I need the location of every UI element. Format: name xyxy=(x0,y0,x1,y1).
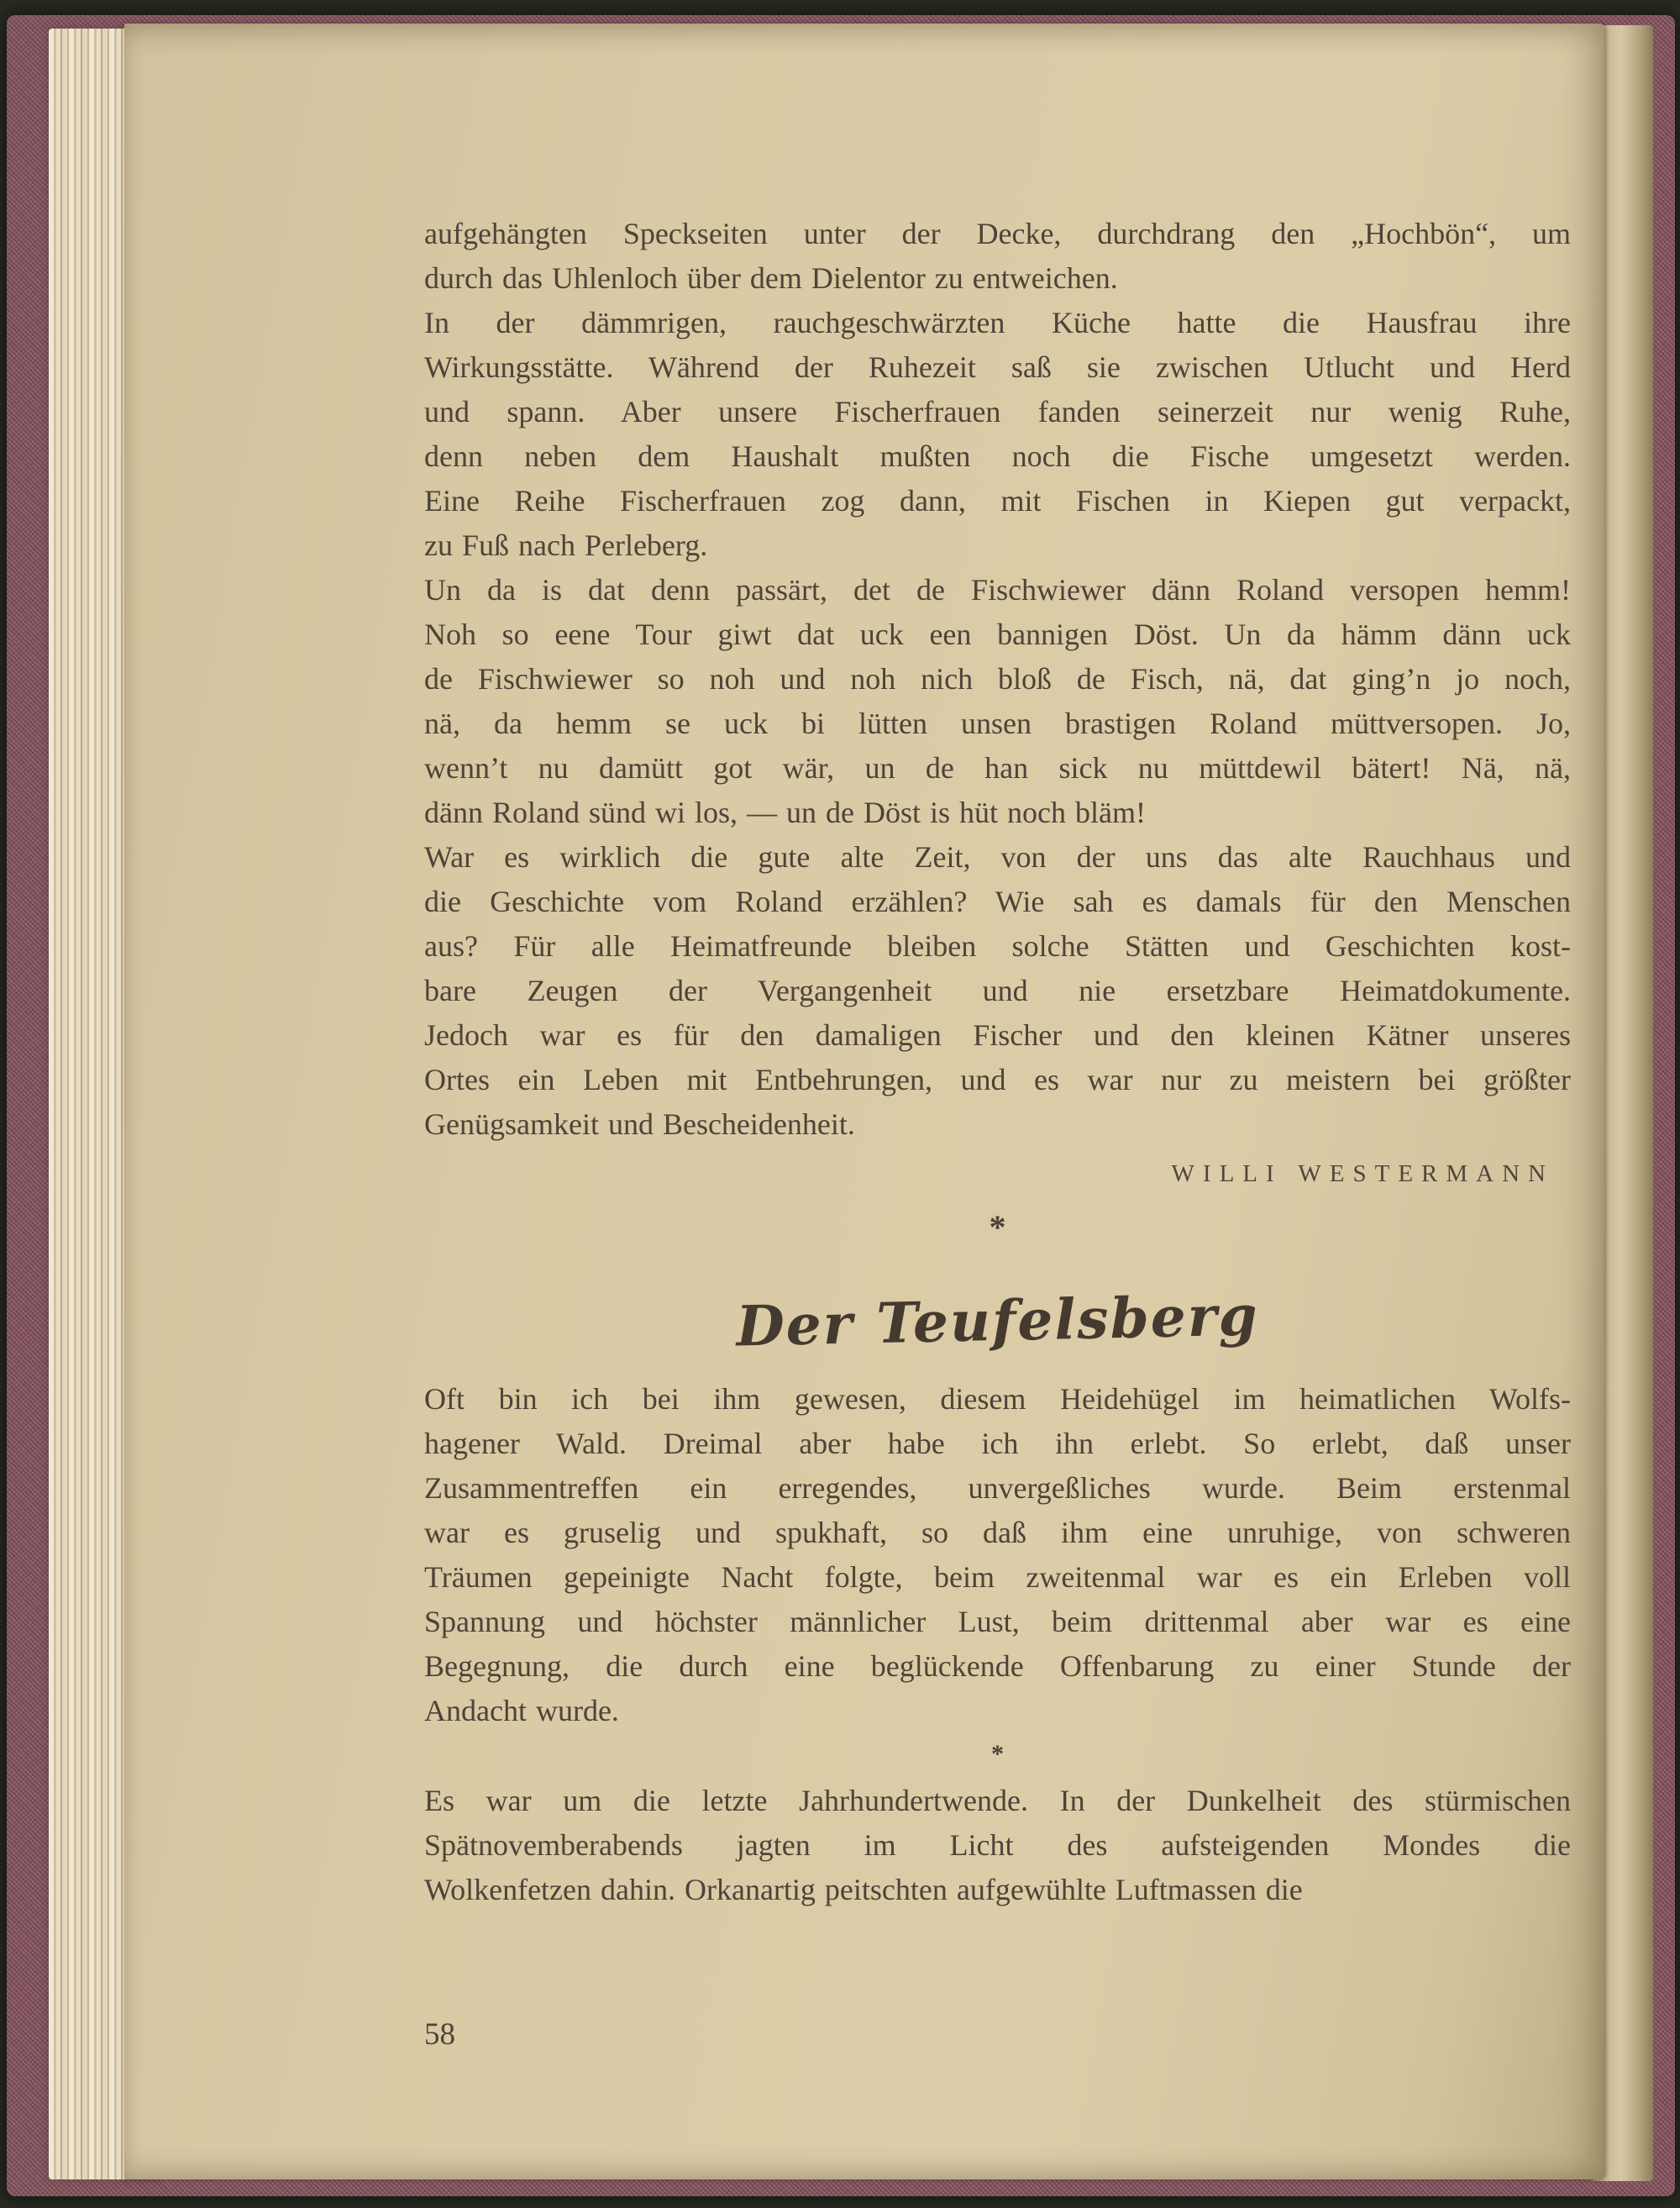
author-signature: WILLI WESTERMANN xyxy=(1171,1160,1554,1187)
text-line: Un da is dat denn passärt, det de Fischwiewer dänn Roland versopen hemm! xyxy=(424,573,1571,607)
text-line: durch das Uhlenloch über dem Dielentor zu entweichen. xyxy=(424,261,1118,295)
text-line: Es war um die letzte Jahrhundertwende. In der Dunkelheit des stürmischen xyxy=(424,1784,1571,1817)
text-line: dänn Roland sünd wi los, — un de Döst is hüt noch bläm! xyxy=(424,796,1146,829)
text-line: Zusammentreffen ein erregendes, unvergeßliches wurde. Beim erstenmal xyxy=(424,1471,1571,1505)
text-line: war es gruselig und spukhaft, so daß ihm eine unruhige, von schweren xyxy=(424,1516,1571,1549)
text-line: Oft bin ich bei ihm gewesen, diesem Heidehügel im heimatlichen Wolfs- xyxy=(424,1382,1571,1416)
text-line: wenn’t nu damütt got wär, un de han sick nu müttdewil bätert! Nä, nä, xyxy=(424,751,1571,785)
chapter-title: Der Teufelsberg xyxy=(735,1282,1260,1359)
text-line: Noh so eene Tour giwt dat uck een bannigen Döst. Un da hämm dänn uck xyxy=(424,618,1571,651)
text-line: die Geschichte vom Roland erzählen? Wie sah es damals für den Menschen xyxy=(424,885,1571,918)
page-number: 58 xyxy=(424,2017,455,2052)
paragraph-gute-alte-zeit xyxy=(424,835,1571,1147)
text-line: In der dämmrigen, rauchgeschwärzten Küche hatte die Hausfrau ihre xyxy=(424,306,1571,339)
paragraph-dialect xyxy=(424,568,1571,835)
text-line: aufgehängten Speckseiten unter der Decke, durchdrang den „Hochbön“, um xyxy=(424,217,1571,250)
paragraph-jahrhundertwende xyxy=(424,1779,1571,1912)
asterisk-separator: * xyxy=(989,1208,1006,1246)
text-line: de Fischwiewer so noh und noh nich bloß de Fisch, nä, dat ging’n jo noch, xyxy=(424,662,1571,696)
text-line: aus? Für alle Heimatfreunde bleiben solche Stätten und Geschichten kost- xyxy=(424,929,1571,963)
text-line: Genügsamkeit und Bescheidenheit. xyxy=(424,1107,855,1141)
text-line: zu Fuß nach Perleberg. xyxy=(424,528,708,562)
text-line: Eine Reihe Fischerfrauen zog dann, mit Fischen in Kiepen gut verpackt, xyxy=(424,484,1571,518)
paragraph-kueche xyxy=(424,301,1571,568)
text-line: denn neben dem Haushalt mußten noch die Fische umgesetzt werden. xyxy=(424,439,1571,473)
text-line: Ortes ein Leben mit Entbehrungen, und es war nur zu meistern bei größter xyxy=(424,1063,1571,1096)
paragraph-rauchhaus-end xyxy=(424,212,1571,301)
text-line: und spann. Aber unsere Fischerfrauen fanden seinerzeit nur wenig Ruhe, xyxy=(424,395,1571,428)
page-text-column xyxy=(424,212,1571,1912)
text-line: bare Zeugen der Vergangenheit und nie ersetzbare Heimatdokumente. xyxy=(424,974,1571,1007)
text-line: Andacht wurde. xyxy=(424,1694,619,1727)
text-line: Spannung und höchster männlicher Lust, beim drittenmal aber war es eine xyxy=(424,1605,1571,1638)
asterisk-separator-small: * xyxy=(991,1740,1004,1768)
paragraph-teufelsberg-intro xyxy=(424,1377,1571,1733)
book-page xyxy=(124,24,1604,2179)
text-line: nä, da hemm se uck bi lütten unsen brastigen Roland müttversopen. Jo, xyxy=(424,707,1571,740)
text-line: Spätnovemberabends jagten im Licht des aufsteigenden Mondes die xyxy=(424,1828,1571,1862)
text-line: Wirkungsstätte. Während der Ruhezeit saß sie zwischen Utlucht und Herd xyxy=(424,350,1571,384)
text-line: Träumen gepeinigte Nacht folgte, beim zweitenmal war es ein Erleben voll xyxy=(424,1560,1571,1594)
text-line: Wolkenfetzen dahin. Orkanartig peitschten aufgewühlte Luftmassen die xyxy=(424,1873,1303,1906)
text-line: hagener Wald. Dreimal aber habe ich ihn erlebt. So erlebt, daß unser xyxy=(424,1427,1571,1460)
text-line: Jedoch war es für den damaligen Fischer und den kleinen Kätner unseres xyxy=(424,1018,1571,1052)
text-line: War es wirklich die gute alte Zeit, von der uns das alte Rauchhaus und xyxy=(424,840,1571,874)
text-line: Begegnung, die durch eine beglückende Offenbarung zu einer Stunde der xyxy=(424,1649,1571,1683)
